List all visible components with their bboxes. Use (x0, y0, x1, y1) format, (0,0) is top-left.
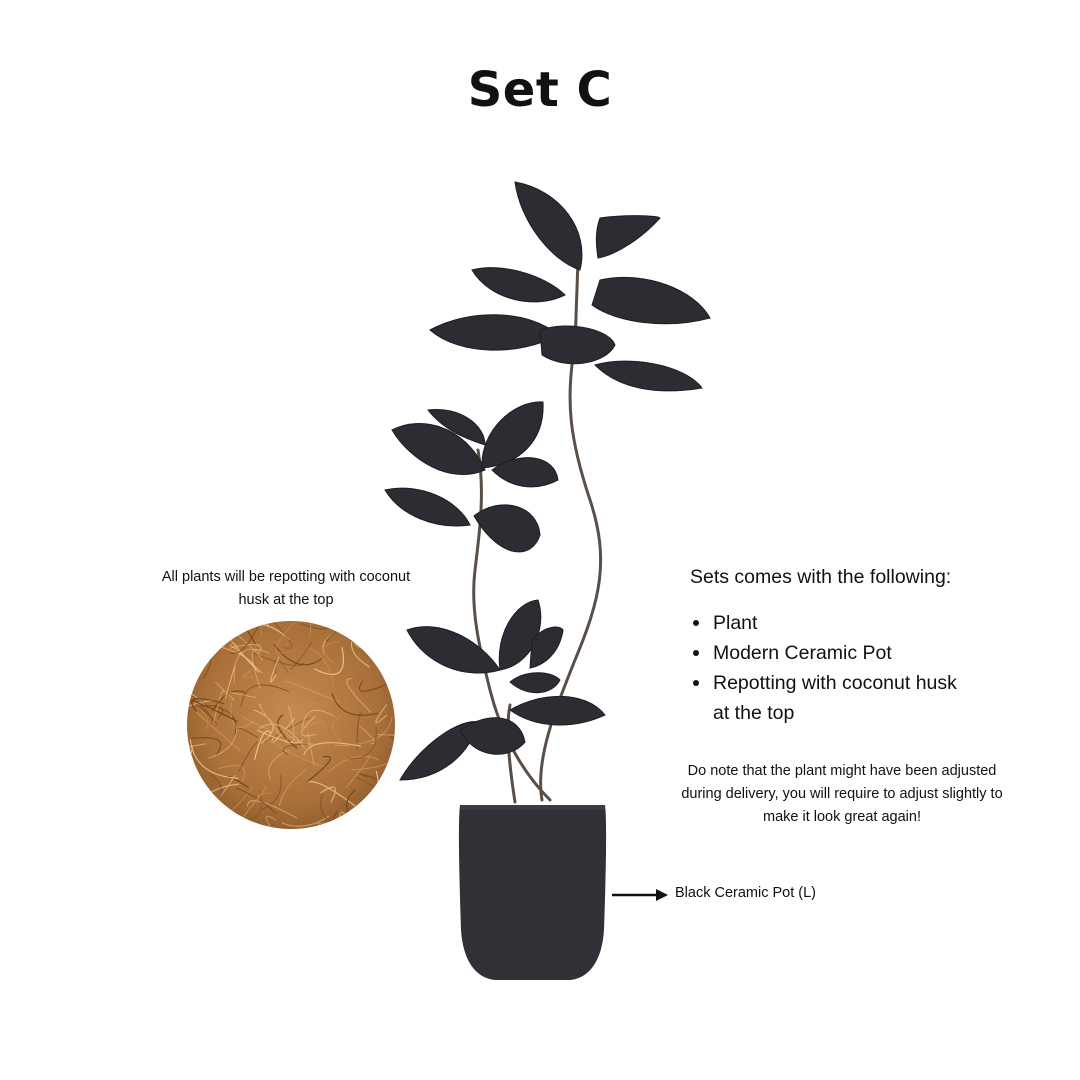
delivery-note: Do note that the plant might have been adjusted during delivery, you will require to adjust slightly to make it look great again! (681, 763, 1003, 825)
sets-heading: Sets comes with the following: (690, 566, 952, 588)
page-title: Set C (467, 62, 613, 118)
husk-fiber (186, 787, 203, 794)
husk-fiber (187, 640, 211, 678)
list-item: Plant (690, 608, 963, 638)
husk-fiber (186, 662, 201, 667)
husk-fiber (186, 632, 201, 662)
coconut-husk-note: All plants will be repotting with coconut husk at the top (161, 569, 411, 608)
husk-fiber (186, 806, 190, 828)
husk-fiber (212, 800, 215, 824)
rubber-plant-image (360, 170, 740, 990)
husk-fiber (186, 815, 203, 830)
husk-fiber (186, 648, 206, 668)
husk-fiber (205, 819, 236, 830)
set-contents-list (690, 608, 963, 728)
arrow-right-icon (610, 886, 670, 904)
husk-fiber (186, 633, 207, 650)
list-item: Repotting with coconut husk at the top (690, 668, 963, 728)
husk-fiber (186, 620, 221, 628)
pot-label: Black Ceramic Pot (L) (675, 885, 817, 901)
list-item: Modern Ceramic Pot (690, 638, 963, 668)
husk-fiber (186, 657, 190, 698)
husk-fiber (188, 784, 192, 821)
